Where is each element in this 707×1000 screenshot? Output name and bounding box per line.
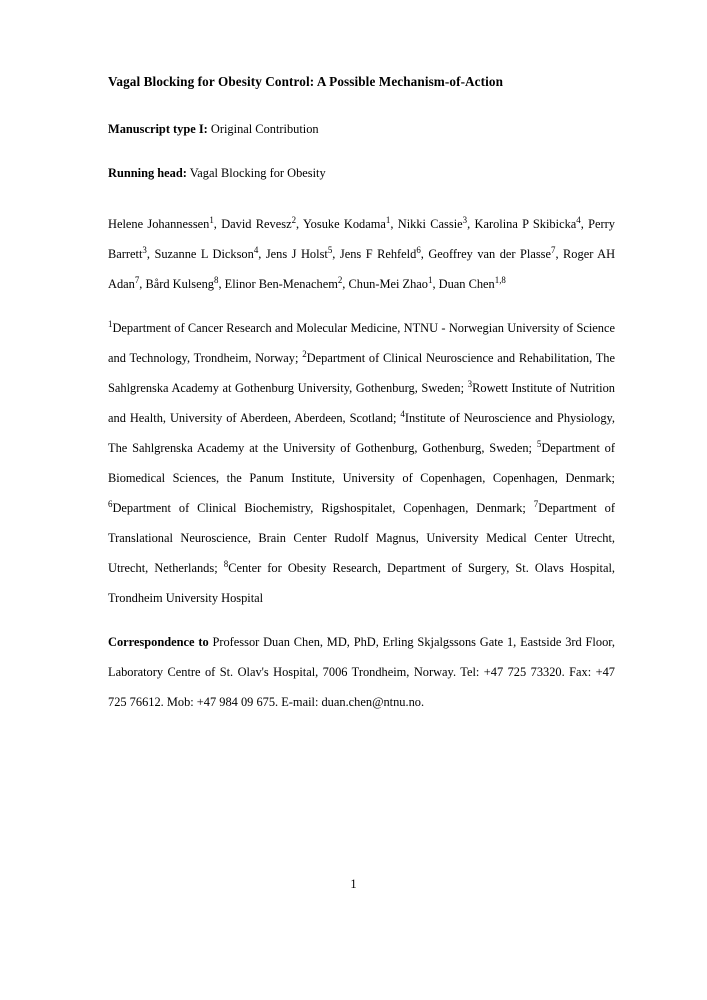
correspondence-block (108, 627, 615, 717)
author-list: Helene Johannessen$^1$, David Revesz$^2$, Yosuke Kodama$^1$, Nikki Cassie$^3$, Karolina P Skibicka$^4$, Perry Barrett$^3$, Suzanne L Dickson$^4$, Jens J Holst$^5$, Jens F Rehfeld$^6$, Geoffrey van der Plasse$^7$, Roger AH Adan$^7$, Bård Kulseng$^8$, Elinor Ben-Menachem$^2$, Chun-Mei Zhao$^1$, Duan Chen$^{1,8}$ (108, 214, 616, 292)
manuscript-type-value: Original Contribution (207, 121, 319, 136)
running-head-label: Running head: (108, 166, 187, 181)
running-head-line (108, 164, 615, 183)
correspondence-value: Professor Duan Chen, MD, PhD, Erling Skjalgssons Gate 1, Eastside 3rd Floor, Laboratory Centre of St. Olav's Hospital, 7006 Trondheim, Norway. Tel: +47 725 73320. Fax: +47 725 76612. Mob: +47 984 09 675. E-mail: duan.chen@ntnu.no. (108, 635, 615, 710)
manuscript-type-line (108, 120, 615, 139)
running-head-value: Vagal Blocking for Obesity (186, 166, 326, 181)
page-number: 1 (350, 877, 357, 891)
affiliation-list: $^1$Department of Cancer Research and Molecular Medicine, NTNU - Norwegian University of Science and Technology, Trondheim, Norway; $^2$Department of Clinical Neuroscience and Rehabilitation, The Sahlgrenska Academy at Gothenburg University, Gothenburg, Sweden; $^3$Rowett Institute of Nutrition and Health, University of Aberdeen, Aberdeen, Scotland; $^4$Institute of Neuroscience and Physiology, The Sahlgrenska Academy at the University of Gothenburg, Gothenburg, Sweden; $^5$Department of Biomedical Sciences, the Panum Institute, University of Copenhagen, Copenhagen, Denmark; $^6$Department of Clinical Biochemistry, Rigshospitalet, Copenhagen, Denmark; $^7$Department of Translational Neuroscience, Brain Center Rudolf Magnus, University Medical Center Utrecht, Utrecht, Netherlands; $^8$Center for Obesity Research, Department of Surgery, St. Olavs Hospital, Trondheim University Hospital (108, 318, 616, 606)
page-title: Vagal Blocking for Obesity Control: A Possible Mechanism-of-Action (108, 74, 504, 89)
correspondence-label: Correspondence to (108, 635, 209, 650)
manuscript-type-label: Manuscript type I: (108, 121, 208, 136)
